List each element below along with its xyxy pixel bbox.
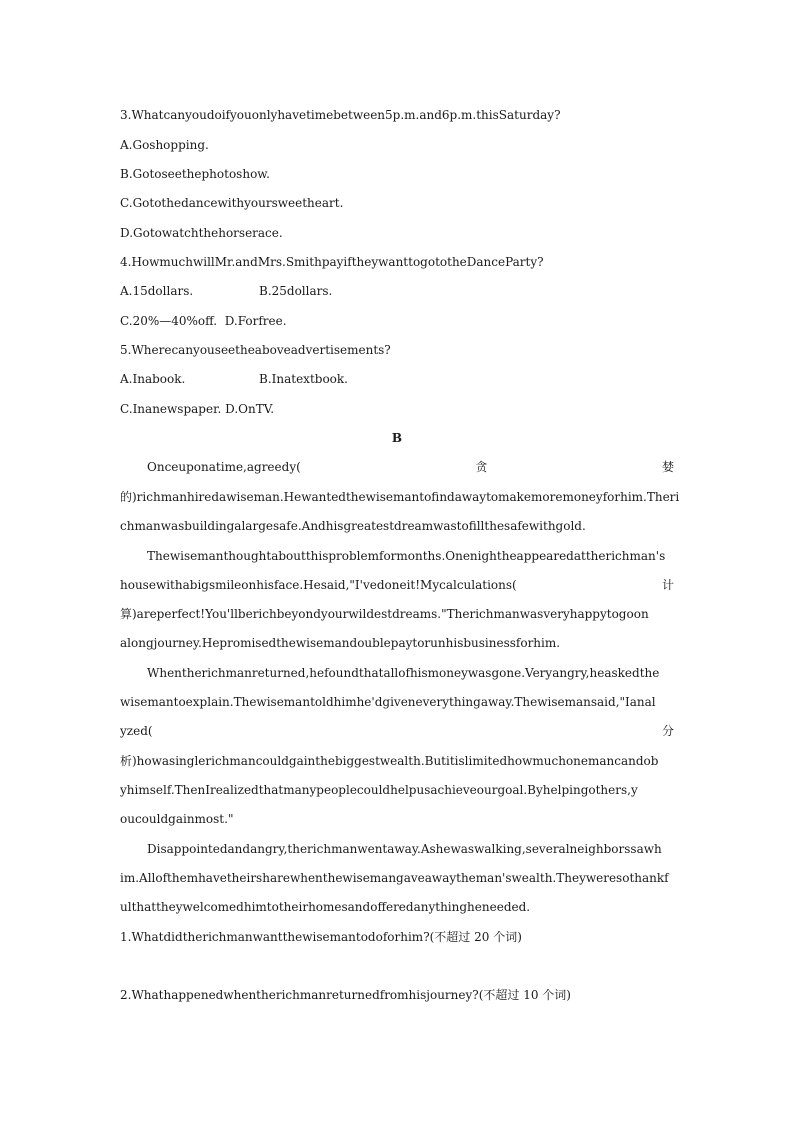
p2-line-4: alongjourney.Hepromisedthewisemandoublepaytorunhisbusinessforhim. <box>120 636 561 650</box>
q5-option-c: C.Inanewspaper. <box>120 402 222 416</box>
q5-option-b: B.Inatextbook. <box>259 372 348 386</box>
q3-option-b: B.Gotoseethephotoshow. <box>120 167 270 181</box>
q3-option-a: A.Goshopping. <box>120 138 209 152</box>
p1-line-1-gloss-1: 贪 <box>475 460 488 474</box>
p1-line-1-text: Onceuponatime,agreedy( <box>147 460 301 474</box>
p2-line-2 <box>120 577 674 593</box>
section-b-heading: B <box>391 431 403 445</box>
p3-line-6: oucouldgainmost." <box>120 812 234 826</box>
q5-options-row-2 <box>120 401 674 417</box>
q3-option-d: D.Gotowatchthehorserace. <box>120 226 283 240</box>
question-b-2: 2.Whathappenedwhentherichmanreturnedfromhisjourney?(不超过 10 个词) <box>120 988 571 1002</box>
q4-options-row-1 <box>120 283 674 299</box>
q3-option-c: C.Gotothedancewithyoursweetheart. <box>120 196 344 210</box>
question-3: 3.Whatcanyoudoifyouonlyhavetimebetween5p.m.and6p.m.thisSaturday? <box>120 108 561 122</box>
q5-option-d: D.OnTV. <box>225 402 275 416</box>
p2-line-3: 算)areperfect!You'llberichbeyondyourwildestdreams."Therichmanwasveryhappytogoon <box>120 607 649 621</box>
p4-line-2: im.Allofthemhavetheirsharewhenthewisemangaveawaytheman'swealth.Theyweresothankf <box>120 871 669 885</box>
p3-line-2: wisemantoexplain.Thewisemantoldhimhe'dgiveneverythingaway.Thewisemansaid,"Ianal <box>120 695 656 709</box>
p3-line-3-text: yzed( <box>120 724 153 738</box>
q5-options-row-1 <box>120 371 674 387</box>
p2-line-2-text: housewithabigsmileonhisface.Hesaid,"I'vedoneit!Mycalculations( <box>120 578 517 592</box>
question-b-1: 1.Whatdidtherichmanwantthewisemantodoforhim?(不超过 20 个词) <box>120 930 522 944</box>
p3-line-4: 析)howasinglerichmancouldgainthebiggestwealth.Butitislimitedhowmuchonemancandob <box>120 754 659 768</box>
p3-line-5: yhimself.ThenIrealizedthatmanypeoplecouldhelpusachieveourgoal.Byhelpingothers,y <box>120 783 638 797</box>
p1-line-2: 的)richmanhiredawiseman.Hewantedthewisemantofindawaytomakemoremoneyforhim.Theri <box>120 490 680 504</box>
question-5: 5.Wherecanyouseetheaboveadvertisements? <box>120 343 391 357</box>
p4-line-1: Disappointedandangry,therichmanwentaway.Ashewaswalking,severalneighborssawh <box>147 842 662 856</box>
q4-option-d: D.Forfree. <box>224 314 287 328</box>
p4-line-3: ulthattheywelcomedhimtotheirhomesandofferedanythingheneeded. <box>120 900 531 914</box>
question-4: 4.HowmuchwillMr.andMrs.SmithpayiftheywanttogototheDanceParty? <box>120 255 544 269</box>
p1-line-1 <box>147 459 674 475</box>
p2-line-2-gloss: 计 <box>661 578 674 592</box>
p3-line-1: Whentherichmanreturned,hefoundthatallofhismoneywasgone.Veryangry,heaskedthe <box>147 666 660 680</box>
p1-line-3: chmanwasbuildingalargesafe.Andhisgreatestdreamwastofillthesafewithgold. <box>120 519 586 533</box>
p1-line-1-gloss-2: 婪 <box>661 460 674 474</box>
q4-option-c: C.20%—40%off. <box>120 314 218 328</box>
q4-option-b: B.25dollars. <box>259 284 333 298</box>
p2-line-1: Thewisemanthoughtaboutthisproblemformonths.Onenightheappearedattherichman's <box>147 549 666 563</box>
q4-options-row-2 <box>120 313 674 329</box>
q5-option-a: A.Inabook. <box>120 372 186 386</box>
p3-line-3 <box>120 723 674 739</box>
p3-line-3-gloss: 分 <box>661 724 674 738</box>
q4-option-a: A.15dollars. <box>120 284 194 298</box>
